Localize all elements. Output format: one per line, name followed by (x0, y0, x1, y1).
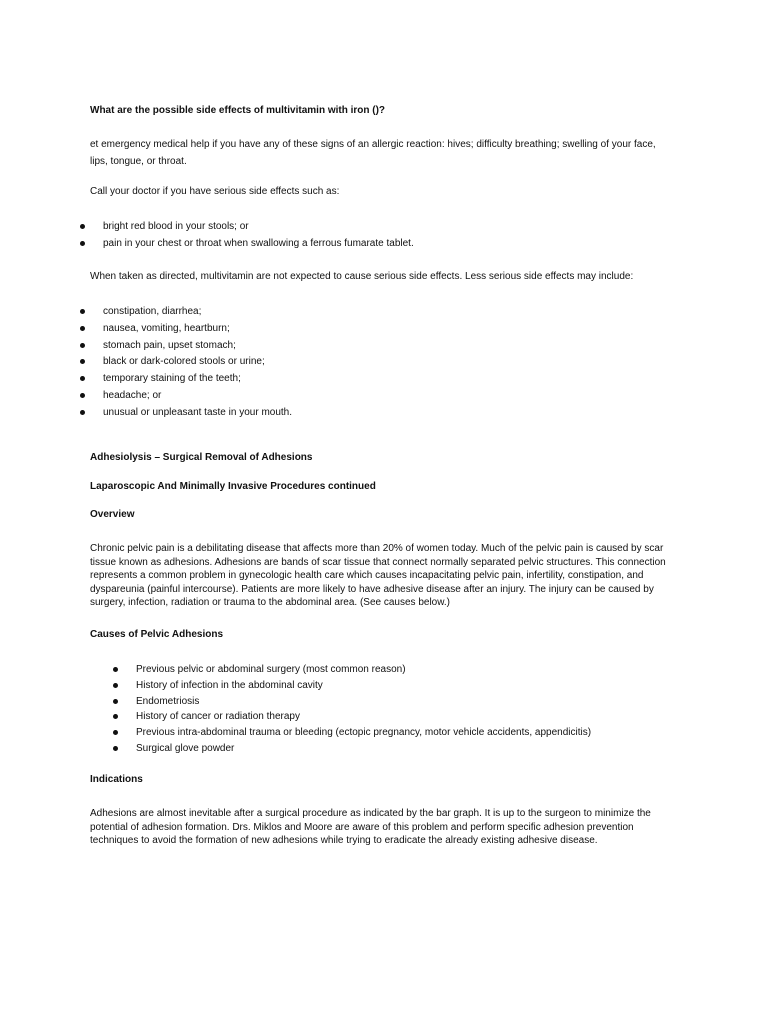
list-item (113, 709, 591, 725)
bullet-icon (80, 326, 85, 331)
list-item (113, 741, 591, 757)
overview-paragraph: Chronic pelvic pain is a debilitating disease that affects more than 20% of women today. Much of the pelvic pain is caused by scar tissue known as adhesions. Adhesions are bands of scar tissue that connect normally separated pelvic structures. This connection represents a common problem in gynecologic health care which causes incapacitating pelvic pain, infertility, constipation, and dyspareunia (painful intercourse). Patients are more likely to have adhesive disease after an injury. The injury can be caused by surgery, infection, radiation or trauma to the abdominal area. (See causes below.) (90, 543, 666, 608)
list-item (80, 371, 292, 388)
bullet-icon (80, 359, 85, 364)
bullet-icon (113, 683, 118, 688)
bullet-icon (113, 730, 118, 735)
bullet-icon (80, 241, 85, 246)
bullet-icon (80, 410, 85, 415)
list-item (80, 304, 292, 321)
list-item-text: constipation, diarrhea; (103, 306, 202, 317)
list-item (113, 725, 591, 741)
less-serious-effects-list (80, 304, 292, 422)
bullet-icon (113, 746, 118, 751)
bullet-icon (80, 309, 85, 314)
causes-list (113, 662, 591, 757)
list-item-text: pain in your chest or throat when swallowing a ferrous fumarate tablet. (103, 237, 414, 249)
bullet-icon (80, 376, 85, 381)
list-item (80, 388, 292, 405)
list-item-text: nausea, vomiting, heartburn; (103, 322, 230, 334)
indications-heading: Indications (90, 774, 143, 785)
serious-effects-list (80, 219, 414, 253)
list-item (113, 662, 591, 678)
list-item-text: Previous intra-abdominal trauma or bleeding (ectopic pregnancy, motor vehicle accidents, appendicitis) (136, 727, 592, 739)
list-item-text: History of cancer or radiation therapy (136, 711, 300, 723)
list-item (80, 321, 292, 338)
list-item (113, 694, 591, 710)
bullet-icon (80, 393, 85, 398)
bullet-icon (113, 667, 118, 672)
list-item (80, 354, 292, 371)
list-item-text: unusual or unpleasant taste in your mouth. (103, 406, 293, 418)
bullet-icon (80, 343, 85, 348)
list-item-text: black or dark-colored stools or urine; (103, 356, 265, 368)
list-item (80, 405, 292, 422)
adhesiolysis-heading: Adhesiolysis – Surgical Removal of Adhesions (90, 452, 313, 463)
list-item-text: Surgical glove powder (136, 742, 235, 754)
causes-heading: Causes of Pelvic Adhesions (90, 629, 224, 640)
list-item (80, 219, 414, 236)
list-item-text: stomach pain, upset stomach; (103, 339, 236, 351)
list-item (80, 236, 414, 253)
list-item-text: bright red blood in your stools; or (103, 221, 249, 232)
call-doctor-line: Call your doctor if you have serious side effects such as: (90, 186, 340, 197)
bullet-icon (113, 699, 118, 704)
list-item-text: Endometriosis (136, 695, 200, 707)
list-item-text: headache; or (103, 389, 162, 401)
list-item (80, 338, 292, 355)
list-item-text: Previous pelvic or abdominal surgery (most common reason) (136, 664, 406, 675)
list-item-text: History of infection in the abdominal cavity (136, 679, 323, 691)
side-effects-heading: What are the possible side effects of multivitamin with iron ()? (90, 105, 386, 116)
bullet-icon (80, 224, 85, 229)
list-item (113, 678, 591, 694)
allergy-paragraph: et emergency medical help if you have any of these signs of an allergic reaction: hives; difficulty breathing; swelling of your face, lips, tongue, or throat. (90, 139, 656, 167)
list-item-text: temporary staining of the teeth; (103, 373, 241, 385)
bullet-icon (113, 714, 118, 719)
overview-heading: Overview (90, 509, 135, 520)
indications-paragraph: Adhesions are almost inevitable after a surgical procedure as indicated by the bar graph. It is up to the surgeon to minimize the potential of adhesion formation. Drs. Miklos and Moore are aware of this problem and perform specific adhesion prevention techniques to avoid the formation of new adhesions while trying to eradicate the already existing adhesive disease. (90, 808, 651, 846)
laparoscopic-heading: Laparoscopic And Minimally Invasive Procedures continued (90, 481, 376, 492)
less-serious-intro: When taken as directed, multivitamin are not expected to cause serious side effects. Less serious side effects may include: (90, 271, 634, 282)
